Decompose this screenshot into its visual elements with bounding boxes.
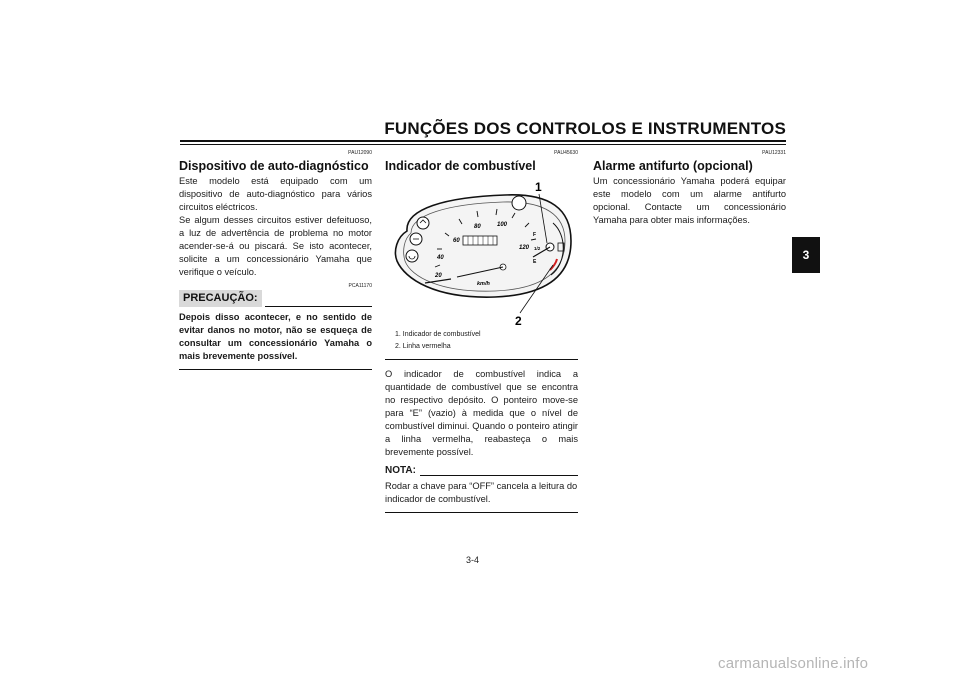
section-code: PAU45630 xyxy=(554,150,578,156)
page-number: 3-4 xyxy=(466,555,480,565)
legend-item: 2. Linha vermelha xyxy=(395,343,451,350)
instrument-panel-illustration xyxy=(385,179,578,329)
fuel-half-label: 1/2 xyxy=(534,246,541,251)
caution-end-rule xyxy=(179,369,372,370)
caution-box xyxy=(179,290,372,370)
column-antitheft xyxy=(593,150,786,227)
paragraph: Se algum desses circuitos estiver defeituoso, a luz de advertência de problema no motor acender-se-á ou piscará. Se isto acontecer, solicite a um concessionário Yamaha que verifique o veículo. xyxy=(179,215,372,277)
caution-text: Depois disso acontecer, e no sentido de evitar danos no motor, não se esqueça de consultar um concessionário Yamaha o mais brevemente possível. xyxy=(179,312,372,361)
speed-label-80: 80 xyxy=(474,224,481,230)
page-title: FUNÇÕES DOS CONTROLOS E INSTRUMENTOS xyxy=(384,119,786,138)
caution-code: PCA11170 xyxy=(348,283,372,289)
chapter-tab: 3 xyxy=(792,237,820,273)
paragraph: Um concessionário Yamaha poderá equipar este modelo com um alarme antifurto opcional. Contacte um concessionário Yamaha para obter mais informações. xyxy=(593,176,786,225)
watermark: carmanualsonline.info xyxy=(718,655,869,672)
column-fuel-gauge xyxy=(385,150,578,513)
instrument-figure xyxy=(385,179,578,329)
note-header xyxy=(385,465,578,476)
callout-1: 1 xyxy=(535,180,542,194)
speed-label-60: 60 xyxy=(453,238,460,244)
section-code: PAU12090 xyxy=(348,150,372,156)
section-title-antitheft: Alarme antifurto (opcional) xyxy=(593,159,753,173)
caution-header xyxy=(179,290,372,307)
section-title-self-diagnosis: Dispositivo de auto-diagnóstico xyxy=(179,159,369,173)
section-title-fuel-gauge: Indicador de combustível xyxy=(385,159,536,173)
legend-item: 1. Indicador de combustível xyxy=(395,331,481,338)
note-end-rule xyxy=(385,512,578,513)
column-self-diagnosis xyxy=(179,150,372,370)
paragraph: O indicador de combustível indica a quantidade de combustível que se encontra no respectivo depósito. O ponteiro move-se para “E” (vazio) à medida que o nível de combustível diminui. Quando o ponteiro atingir a linha vermelha, reabasteça o mais brevemente possível. xyxy=(385,369,578,457)
note-rule xyxy=(420,475,578,476)
indicator-light-icon xyxy=(512,196,526,210)
legend-rule xyxy=(385,359,578,360)
speed-unit: km/h xyxy=(477,281,490,287)
caution-rule xyxy=(265,306,372,307)
figure-legend xyxy=(395,329,578,353)
speed-label-20: 20 xyxy=(435,273,442,279)
callout-2: 2 xyxy=(515,314,522,328)
fuel-full-label: F xyxy=(533,232,537,238)
speed-label-120: 120 xyxy=(519,245,530,251)
indicator-light-icon xyxy=(417,217,429,229)
speed-label-100: 100 xyxy=(497,222,508,228)
paragraph: Este modelo está equipado com um dispositivo de auto-diagnóstico para vários circuitos eléctricos. xyxy=(179,176,372,212)
note-text: Rodar a chave para “OFF” cancela a leitura do indicador de combustível. xyxy=(385,481,578,504)
indicator-light-icon xyxy=(406,250,418,262)
note-label: NOTA: xyxy=(385,465,416,476)
header-rule-thin xyxy=(180,144,786,145)
header-rule xyxy=(180,140,786,142)
speed-label-40: 40 xyxy=(437,255,444,261)
caution-label: PRECAUÇÃO: xyxy=(179,290,262,307)
section-code: PAU12331 xyxy=(762,150,786,156)
fuel-empty-label: E xyxy=(533,259,537,265)
